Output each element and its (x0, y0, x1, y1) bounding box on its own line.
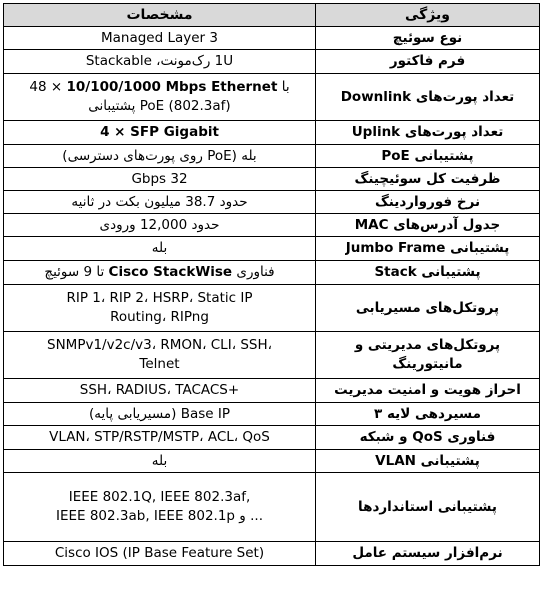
feature-cell: پشتیبانی Jumbo Frame (316, 237, 540, 261)
table-row (4, 237, 540, 261)
feature-cell: ظرفیت کل سوئیچینگ (316, 168, 540, 191)
table-row (4, 285, 540, 332)
spec-line: IEEE 802.3ab, IEEE 802.1p و ... (55, 508, 263, 524)
feature-cell: احراز هویت و امنیت مدیریت (316, 379, 540, 403)
table-row (4, 50, 540, 74)
spec-cell: 4 × SFP Gigabit (4, 121, 316, 145)
spec-cell: 32 Gbps (4, 168, 316, 191)
table-row (4, 473, 540, 542)
spec-line: Routing، RIPng (110, 309, 209, 325)
spec-bold-part: 10/100/1000 Mbps Ethernet (66, 79, 278, 95)
header-feature: ویژگی (316, 4, 540, 27)
feature-cell: فناوری QoS و شبکه (316, 426, 540, 450)
spec-cell: SSH، RADIUS، TACACS+ (4, 379, 316, 403)
header-spec: مشخصات (4, 4, 316, 27)
feature-cell: تعداد پورت‌های Uplink (316, 121, 540, 145)
spec-cell: Managed Layer 3 (4, 27, 316, 50)
spec-cell: Base IP (مسیریابی پایه) (4, 403, 316, 426)
table-row (4, 191, 540, 214)
feature-cell: جدول آدرس‌های MAC (316, 214, 540, 237)
spec-part: 48 × (29, 79, 63, 95)
feature-cell: پشتیبانی PoE (316, 145, 540, 168)
table-row (4, 27, 540, 50)
feature-cell: پشتیبانی استانداردها (316, 473, 540, 542)
table-row (4, 426, 540, 450)
spec-cell: 1U رک‌مونت، Stackable (4, 50, 316, 74)
spec-cell (4, 261, 316, 285)
spec-bold-part: Cisco StackWise (108, 264, 233, 280)
table-row (4, 332, 540, 379)
feature-cell: نوع سوئیچ (316, 27, 540, 50)
spec-line: Telnet (139, 356, 180, 372)
spec-part: تا 9 سوئیچ (44, 264, 105, 280)
spec-line: SNMPv1/v2c/v3، RMON، CLI، SSH، (47, 337, 272, 353)
table-header-row (4, 4, 540, 27)
table-row (4, 450, 540, 473)
table-row (4, 214, 540, 237)
feature-cell: پشتیبانی VLAN (316, 450, 540, 473)
feature-cell: پروتکل‌های مدیریتی و مانیتورینگ (316, 332, 540, 379)
feature-cell: نرم‌افزار سیستم عامل (316, 542, 540, 566)
table-row (4, 168, 540, 191)
spec-cell: بله (PoE روی پورت‌های دسترسی) (4, 145, 316, 168)
spec-cell: حدود 38.7 میلیون بکت در ثانیه (4, 191, 316, 214)
feature-cell: پشتیبانی Stack (316, 261, 540, 285)
spec-cell (4, 332, 316, 379)
feature-cell: تعداد پورت‌های Downlink (316, 74, 540, 121)
spec-cell (4, 473, 316, 542)
table-row (4, 261, 540, 285)
spec-line: PoE (802.3af) پشتیبانی (88, 98, 231, 114)
table-row (4, 403, 540, 426)
spec-cell: بله (4, 450, 316, 473)
feature-cell: مسیردهی لایه ۳ (316, 403, 540, 426)
table-row (4, 121, 540, 145)
spec-cell (4, 285, 316, 332)
spec-cell: حدود 12,000 ورودی (4, 214, 316, 237)
spec-cell: بله (4, 237, 316, 261)
spec-part: فناوری (236, 264, 275, 280)
table-row (4, 542, 540, 566)
spec-cell: VLAN، STP/RSTP/MSTP، ACL، QoS (4, 426, 316, 450)
spec-cell: Cisco IOS (IP Base Feature Set) (4, 542, 316, 566)
spec-line: IEEE 802.1Q, IEEE 802.3af, (68, 489, 251, 505)
spec-line: RIP 1، RIP 2، HSRP، Static IP (66, 290, 253, 306)
table-row (4, 379, 540, 403)
spec-table (3, 3, 540, 566)
spec-part: با (281, 79, 290, 95)
feature-cell: نرخ فورواردینگ (316, 191, 540, 214)
feature-cell: پروتکل‌های مسیریابی (316, 285, 540, 332)
feature-cell: فرم فاکتور (316, 50, 540, 74)
spec-cell (4, 74, 316, 121)
table-row (4, 145, 540, 168)
spec-line (8, 78, 311, 97)
table-row (4, 74, 540, 121)
